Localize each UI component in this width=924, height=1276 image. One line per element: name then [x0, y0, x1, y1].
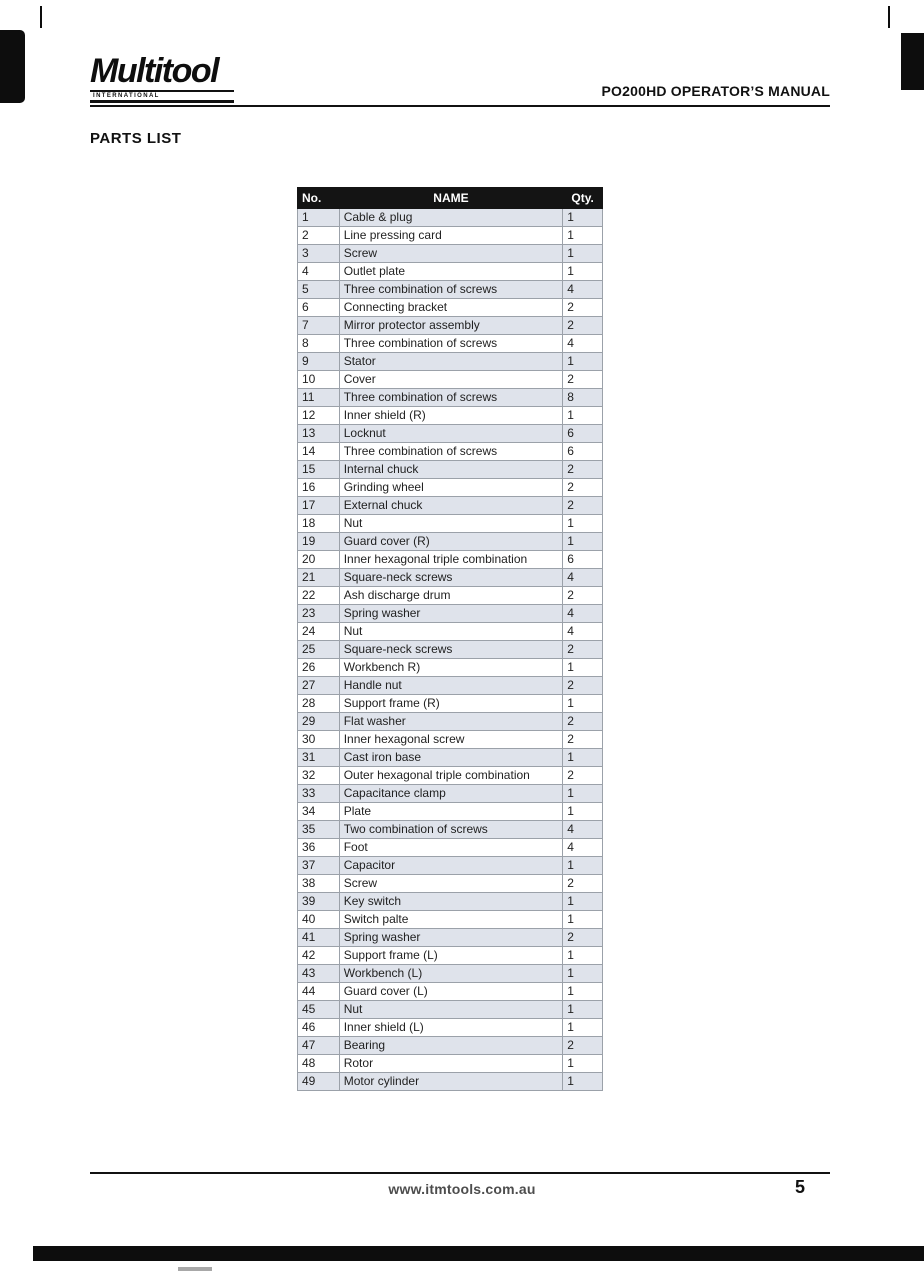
table-row [298, 443, 603, 461]
print-mark-right-edge [901, 33, 924, 90]
part-no: 14 [298, 443, 340, 461]
part-name: Support frame (R) [339, 695, 563, 713]
table-row [298, 911, 603, 929]
part-no: 36 [298, 839, 340, 857]
column-header-qty: Qty. [563, 188, 603, 209]
part-name: Connecting bracket [339, 299, 563, 317]
part-name: Spring washer [339, 929, 563, 947]
part-no: 20 [298, 551, 340, 569]
table-row [298, 551, 603, 569]
table-row [298, 353, 603, 371]
part-no: 49 [298, 1073, 340, 1091]
table-row [298, 497, 603, 515]
part-qty: 1 [563, 1019, 603, 1037]
part-qty: 1 [563, 515, 603, 533]
part-name: Rotor [339, 1055, 563, 1073]
part-name: Bearing [339, 1037, 563, 1055]
part-qty: 2 [563, 767, 603, 785]
footer-divider [90, 1172, 830, 1174]
part-no: 48 [298, 1055, 340, 1073]
table-row [298, 425, 603, 443]
part-no: 17 [298, 497, 340, 515]
part-name: Plate [339, 803, 563, 821]
part-qty: 1 [563, 749, 603, 767]
part-name: Three combination of screws [339, 281, 563, 299]
part-no: 5 [298, 281, 340, 299]
part-no: 38 [298, 875, 340, 893]
part-no: 29 [298, 713, 340, 731]
table-row [298, 371, 603, 389]
crop-mark-top-left [40, 6, 42, 28]
part-no: 42 [298, 947, 340, 965]
parts-table [297, 187, 603, 1091]
part-qty: 4 [563, 569, 603, 587]
part-no: 24 [298, 623, 340, 641]
part-qty: 6 [563, 551, 603, 569]
part-qty: 4 [563, 839, 603, 857]
table-row [298, 821, 603, 839]
part-name: Line pressing card [339, 227, 563, 245]
part-qty: 1 [563, 857, 603, 875]
table-row [298, 731, 603, 749]
part-qty: 1 [563, 1073, 603, 1091]
part-name: Nut [339, 1001, 563, 1019]
column-header-name: NAME [339, 188, 563, 209]
part-name: External chuck [339, 497, 563, 515]
part-no: 3 [298, 245, 340, 263]
part-qty: 6 [563, 443, 603, 461]
table-row [298, 1055, 603, 1073]
footer-website: www.itmtools.com.au [388, 1181, 536, 1197]
table-row [298, 605, 603, 623]
part-no: 32 [298, 767, 340, 785]
part-qty: 4 [563, 605, 603, 623]
table-row [298, 1001, 603, 1019]
part-no: 10 [298, 371, 340, 389]
scan-smudge [178, 1267, 212, 1271]
part-name: Locknut [339, 425, 563, 443]
part-name: Stator [339, 353, 563, 371]
part-qty: 4 [563, 335, 603, 353]
table-row [298, 335, 603, 353]
part-qty: 1 [563, 893, 603, 911]
table-row [298, 587, 603, 605]
table-row [298, 641, 603, 659]
logo-wordmark: Multitool [90, 52, 219, 90]
part-qty: 4 [563, 281, 603, 299]
part-qty: 1 [563, 407, 603, 425]
part-name: Nut [339, 515, 563, 533]
part-qty: 4 [563, 623, 603, 641]
table-row [298, 713, 603, 731]
part-no: 25 [298, 641, 340, 659]
part-no: 16 [298, 479, 340, 497]
table-row [298, 515, 603, 533]
part-name: Three combination of screws [339, 443, 563, 461]
table-row [298, 389, 603, 407]
part-qty: 1 [563, 659, 603, 677]
part-qty: 1 [563, 785, 603, 803]
part-qty: 1 [563, 965, 603, 983]
part-qty: 1 [563, 227, 603, 245]
table-row [298, 1019, 603, 1037]
part-no: 26 [298, 659, 340, 677]
part-name: Mirror protector assembly [339, 317, 563, 335]
part-no: 23 [298, 605, 340, 623]
part-qty: 1 [563, 263, 603, 281]
part-qty: 2 [563, 371, 603, 389]
part-no: 27 [298, 677, 340, 695]
part-name: Screw [339, 875, 563, 893]
part-no: 22 [298, 587, 340, 605]
part-name: Two combination of screws [339, 821, 563, 839]
part-qty: 1 [563, 983, 603, 1001]
part-no: 18 [298, 515, 340, 533]
header-row [298, 188, 603, 209]
part-no: 9 [298, 353, 340, 371]
table-row [298, 245, 603, 263]
table-row [298, 893, 603, 911]
part-name: Cable & plug [339, 209, 563, 227]
table-row [298, 857, 603, 875]
part-name: Square-neck screws [339, 641, 563, 659]
part-no: 21 [298, 569, 340, 587]
part-no: 7 [298, 317, 340, 335]
part-no: 13 [298, 425, 340, 443]
header-divider [90, 105, 830, 107]
part-qty: 2 [563, 713, 603, 731]
part-name: Internal chuck [339, 461, 563, 479]
part-name: Handle nut [339, 677, 563, 695]
part-name: Key switch [339, 893, 563, 911]
part-qty: 2 [563, 461, 603, 479]
table-row [298, 281, 603, 299]
table-row [298, 965, 603, 983]
part-no: 45 [298, 1001, 340, 1019]
part-name: Three combination of screws [339, 335, 563, 353]
part-qty: 8 [563, 389, 603, 407]
part-name: Workbench R) [339, 659, 563, 677]
part-name: Workbench (L) [339, 965, 563, 983]
part-qty: 1 [563, 911, 603, 929]
part-no: 6 [298, 299, 340, 317]
part-qty: 2 [563, 479, 603, 497]
table-row [298, 299, 603, 317]
part-no: 35 [298, 821, 340, 839]
table-row [298, 1037, 603, 1055]
part-name: Square-neck screws [339, 569, 563, 587]
part-name: Outer hexagonal triple combination [339, 767, 563, 785]
part-name: Nut [339, 623, 563, 641]
table-row [298, 533, 603, 551]
part-name: Capacitance clamp [339, 785, 563, 803]
part-qty: 1 [563, 695, 603, 713]
page-number: 5 [795, 1177, 806, 1197]
part-qty: 1 [563, 353, 603, 371]
part-qty: 2 [563, 587, 603, 605]
table-row [298, 569, 603, 587]
part-qty: 2 [563, 299, 603, 317]
part-name: Motor cylinder [339, 1073, 563, 1091]
part-name: Spring washer [339, 605, 563, 623]
part-no: 28 [298, 695, 340, 713]
table-row [298, 209, 603, 227]
part-no: 11 [298, 389, 340, 407]
part-no: 39 [298, 893, 340, 911]
part-qty: 6 [563, 425, 603, 443]
table-row [298, 407, 603, 425]
part-no: 1 [298, 209, 340, 227]
part-name: Inner shield (L) [339, 1019, 563, 1037]
part-no: 15 [298, 461, 340, 479]
part-qty: 2 [563, 731, 603, 749]
part-name: Foot [339, 839, 563, 857]
table-row [298, 317, 603, 335]
part-name: Cast iron base [339, 749, 563, 767]
part-no: 46 [298, 1019, 340, 1037]
part-no: 31 [298, 749, 340, 767]
table-row [298, 677, 603, 695]
part-name: Ash discharge drum [339, 587, 563, 605]
table-row [298, 803, 603, 821]
multitool-logo [90, 54, 234, 103]
part-qty: 1 [563, 947, 603, 965]
table-row [298, 785, 603, 803]
crop-mark-top-right [888, 6, 890, 28]
table-row [298, 659, 603, 677]
print-mark-left-edge [0, 30, 25, 103]
table-row [298, 983, 603, 1001]
table-row [298, 1073, 603, 1091]
table-row [298, 749, 603, 767]
part-qty: 1 [563, 245, 603, 263]
part-qty: 2 [563, 1037, 603, 1055]
part-name: Three combination of screws [339, 389, 563, 407]
part-no: 44 [298, 983, 340, 1001]
part-no: 33 [298, 785, 340, 803]
part-qty: 2 [563, 875, 603, 893]
table-row [298, 461, 603, 479]
part-name: Guard cover (R) [339, 533, 563, 551]
part-no: 47 [298, 1037, 340, 1055]
part-qty: 2 [563, 641, 603, 659]
part-no: 19 [298, 533, 340, 551]
print-mark-bottom-bar [33, 1246, 924, 1261]
part-qty: 1 [563, 209, 603, 227]
page-title: PARTS LIST [90, 130, 182, 147]
table-row [298, 695, 603, 713]
part-qty: 4 [563, 821, 603, 839]
part-qty: 2 [563, 497, 603, 515]
part-name: Switch palte [339, 911, 563, 929]
part-name: Inner hexagonal screw [339, 731, 563, 749]
part-no: 34 [298, 803, 340, 821]
part-name: Inner shield (R) [339, 407, 563, 425]
part-name: Support frame (L) [339, 947, 563, 965]
part-no: 37 [298, 857, 340, 875]
part-no: 2 [298, 227, 340, 245]
table-row [298, 875, 603, 893]
table-row [298, 227, 603, 245]
table-row [298, 767, 603, 785]
table-row [298, 623, 603, 641]
part-no: 4 [298, 263, 340, 281]
part-qty: 1 [563, 1001, 603, 1019]
table-row [298, 263, 603, 281]
manual-title: PO200HD OPERATOR’S MANUAL [601, 83, 830, 99]
part-no: 43 [298, 965, 340, 983]
part-name: Inner hexagonal triple combination [339, 551, 563, 569]
part-qty: 1 [563, 803, 603, 821]
part-name: Outlet plate [339, 263, 563, 281]
part-no: 41 [298, 929, 340, 947]
part-qty: 1 [563, 1055, 603, 1073]
parts-table-header [298, 188, 603, 209]
table-row [298, 929, 603, 947]
table-row [298, 479, 603, 497]
logo-rule-bottom [90, 100, 234, 103]
part-no: 40 [298, 911, 340, 929]
part-name: Capacitor [339, 857, 563, 875]
table-row [298, 839, 603, 857]
part-qty: 1 [563, 533, 603, 551]
table-row [298, 947, 603, 965]
part-name: Cover [339, 371, 563, 389]
parts-table-body [298, 209, 603, 1091]
part-name: Guard cover (L) [339, 983, 563, 1001]
part-no: 8 [298, 335, 340, 353]
part-qty: 2 [563, 317, 603, 335]
part-no: 30 [298, 731, 340, 749]
column-header-no: No. [298, 188, 340, 209]
part-name: Grinding wheel [339, 479, 563, 497]
part-name: Flat washer [339, 713, 563, 731]
part-no: 12 [298, 407, 340, 425]
logo-subtext: INTERNATIONAL [93, 93, 160, 99]
part-qty: 2 [563, 677, 603, 695]
part-qty: 2 [563, 929, 603, 947]
part-name: Screw [339, 245, 563, 263]
